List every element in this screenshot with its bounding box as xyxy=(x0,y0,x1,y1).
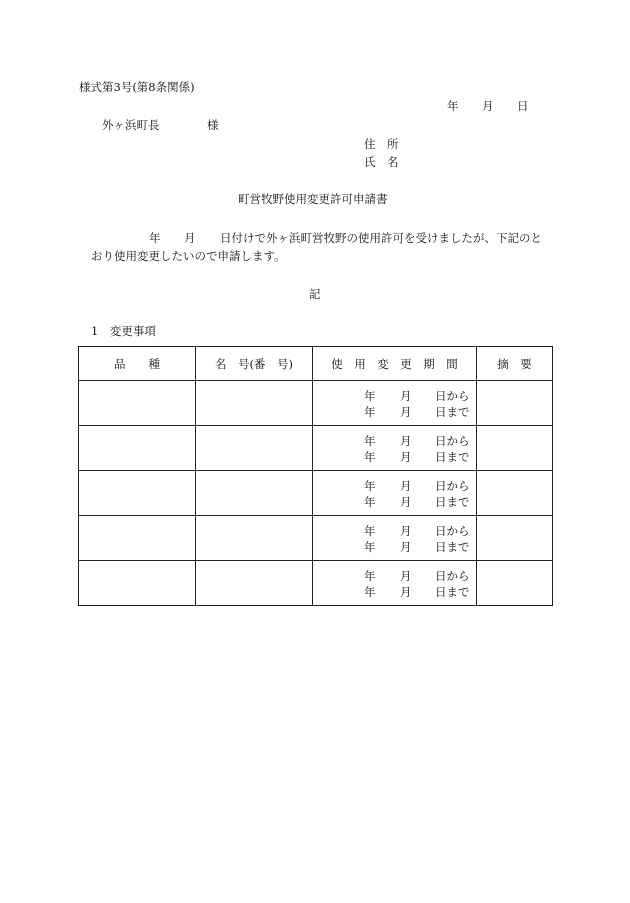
header-name-number: 名 号(番 号) xyxy=(196,347,313,381)
address-label: 住 所 xyxy=(364,137,399,151)
period-from-year: 年 xyxy=(364,524,376,538)
period-from-day: 日から xyxy=(435,479,470,493)
table-row xyxy=(79,516,553,561)
body-line1: 日付けで外ヶ浜町営牧野の使用許可を受けましたが、下記のと xyxy=(220,231,542,245)
cell-breed[interactable] xyxy=(79,381,196,426)
period-to-day: 日まで xyxy=(435,450,470,464)
period-from-day: 日から xyxy=(435,524,470,538)
period-from-year: 年 xyxy=(364,434,376,448)
period-to-month: 月 xyxy=(400,495,412,509)
body-month: 月 xyxy=(184,231,196,245)
cell-name-number[interactable] xyxy=(196,471,313,516)
period-to-day: 日まで xyxy=(435,585,470,599)
document-title: 町営牧野使用変更許可申請書 xyxy=(238,192,388,206)
cell-usage-period xyxy=(313,471,477,516)
addressee-name: 外ヶ浜町長 xyxy=(102,118,160,132)
period-to-month: 月 xyxy=(400,450,412,464)
date-day-label: 日 xyxy=(517,99,529,113)
cell-breed[interactable] xyxy=(79,516,196,561)
section-1-heading: 1 変更事項 xyxy=(91,324,156,338)
table-row xyxy=(79,381,553,426)
cell-remarks[interactable] xyxy=(477,516,553,561)
period-from-day: 日から xyxy=(435,389,470,403)
form-number: 様式第3号(第8条関係) xyxy=(79,80,195,94)
cell-remarks[interactable] xyxy=(477,471,553,516)
period-to-year: 年 xyxy=(364,585,376,599)
period-to-year: 年 xyxy=(364,495,376,509)
period-from-month: 月 xyxy=(400,434,412,448)
date-year-label: 年 xyxy=(447,99,459,113)
cell-usage-period xyxy=(313,516,477,561)
cell-breed[interactable] xyxy=(79,471,196,516)
period-from-month: 月 xyxy=(400,389,412,403)
table-row xyxy=(79,471,553,516)
cell-name-number[interactable] xyxy=(196,561,313,606)
cell-remarks[interactable] xyxy=(477,381,553,426)
period-to-month: 月 xyxy=(400,540,412,554)
ki-label: 記 xyxy=(309,287,321,301)
period-to-year: 年 xyxy=(364,540,376,554)
header-usage-period: 使 用 変 更 期 間 xyxy=(313,347,477,381)
addressee-honorific: 様 xyxy=(207,118,219,132)
period-from-day: 日から xyxy=(435,434,470,448)
period-to-day: 日まで xyxy=(435,540,470,554)
date-month-label: 月 xyxy=(482,99,494,113)
body-line2: おり使用変更したいので申請します。 xyxy=(91,249,286,263)
period-from-month: 月 xyxy=(400,479,412,493)
period-from-month: 月 xyxy=(400,569,412,583)
period-from-year: 年 xyxy=(364,389,376,403)
cell-usage-period xyxy=(313,561,477,606)
period-to-year: 年 xyxy=(364,450,376,464)
period-to-month: 月 xyxy=(400,405,412,419)
cell-name-number[interactable] xyxy=(196,381,313,426)
body-year: 年 xyxy=(149,231,161,245)
cell-usage-period xyxy=(313,381,477,426)
table-row xyxy=(79,426,553,471)
table-row xyxy=(79,561,553,606)
cell-usage-period xyxy=(313,426,477,471)
table-header-row xyxy=(79,347,553,381)
period-from-month: 月 xyxy=(400,524,412,538)
cell-breed[interactable] xyxy=(79,561,196,606)
cell-name-number[interactable] xyxy=(196,516,313,561)
cell-name-number[interactable] xyxy=(196,426,313,471)
period-from-year: 年 xyxy=(364,569,376,583)
cell-remarks[interactable] xyxy=(477,561,553,606)
period-to-day: 日まで xyxy=(435,495,470,509)
header-breed: 品 種 xyxy=(79,347,196,381)
period-from-day: 日から xyxy=(435,569,470,583)
change-items-table xyxy=(78,346,553,606)
period-from-year: 年 xyxy=(364,479,376,493)
name-label: 氏 名 xyxy=(364,155,399,169)
period-to-month: 月 xyxy=(400,585,412,599)
cell-remarks[interactable] xyxy=(477,426,553,471)
period-to-year: 年 xyxy=(364,405,376,419)
header-remarks: 摘 要 xyxy=(477,347,553,381)
cell-breed[interactable] xyxy=(79,426,196,471)
period-to-day: 日まで xyxy=(435,405,470,419)
